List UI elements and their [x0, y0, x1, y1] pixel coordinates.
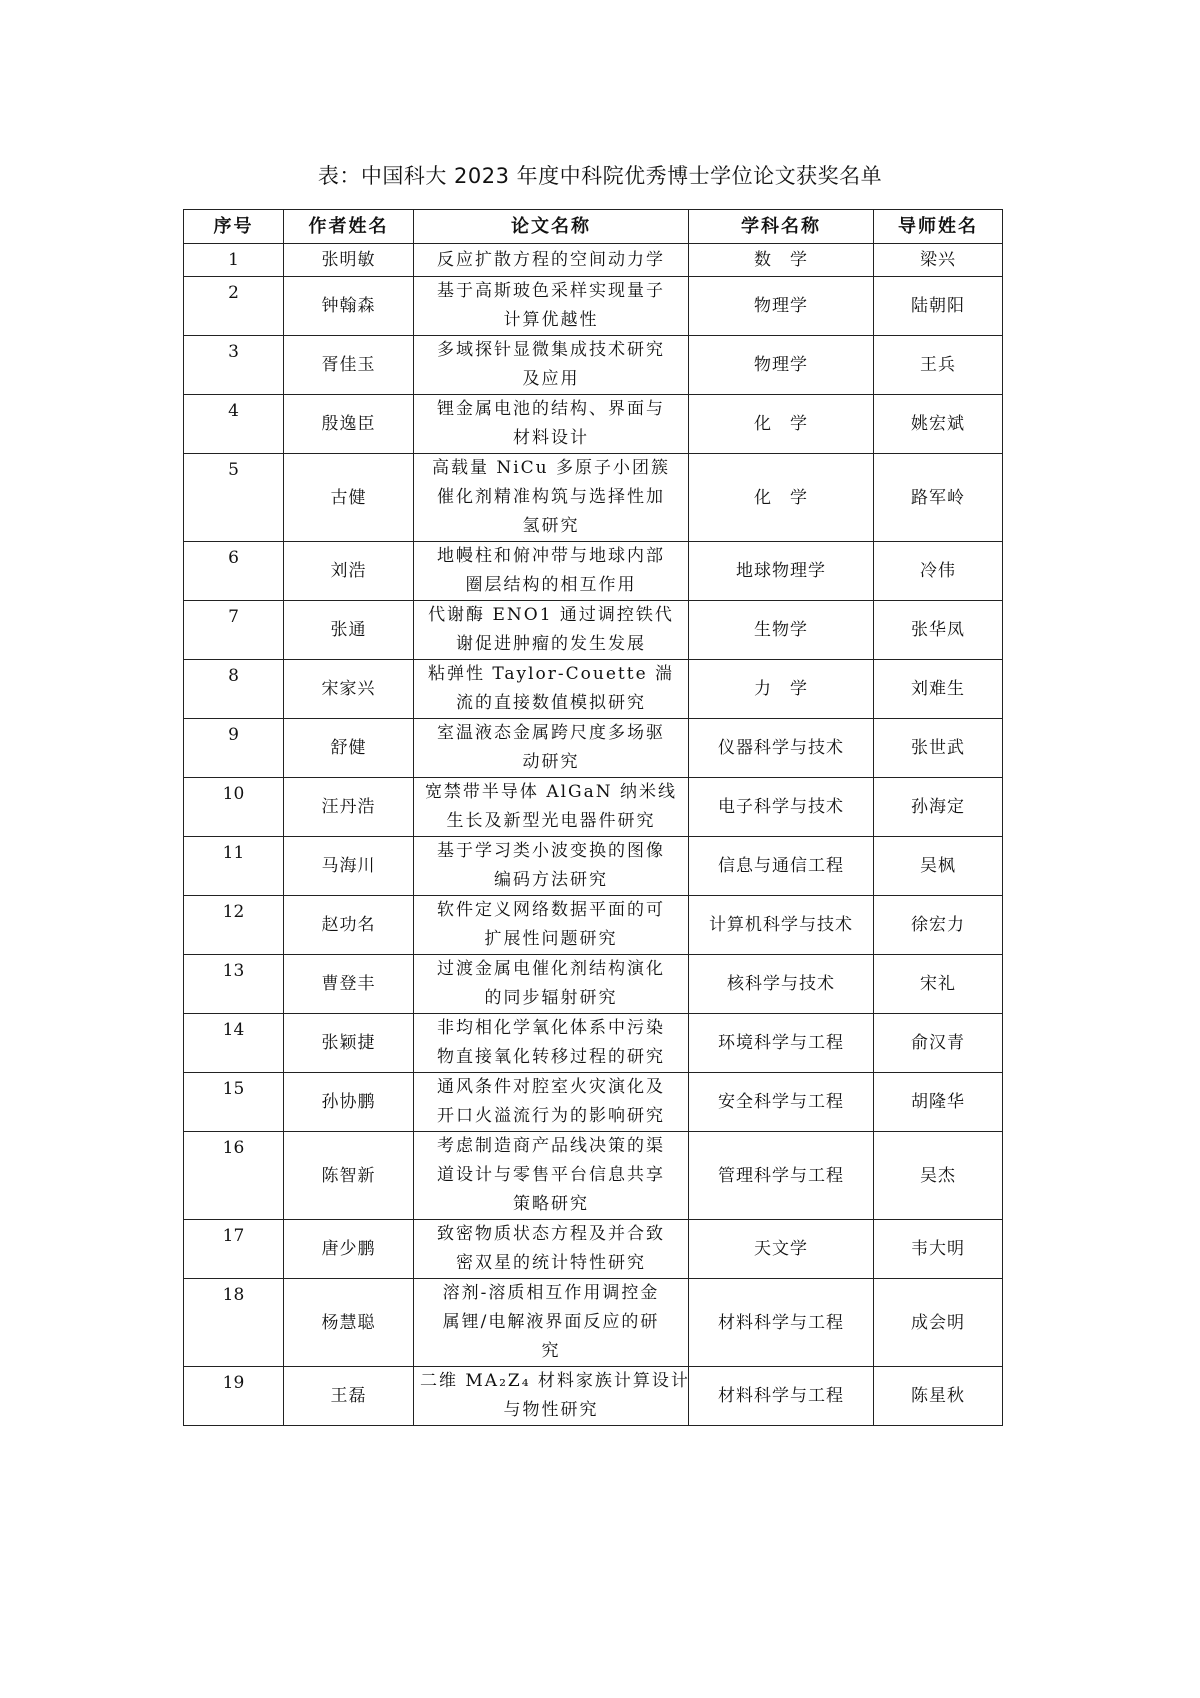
thesis-title-line: 密双星的统计特性研究: [456, 1253, 646, 1273]
subject-name: 环境科学与工程: [689, 1014, 874, 1073]
row-number: 12: [184, 896, 284, 955]
thesis-title-line: 反应扩散方程的空间动力学: [437, 249, 665, 270]
thesis-title-line: 编码方法研究: [494, 870, 608, 890]
thesis-title-line: 动研究: [522, 752, 580, 772]
thesis-title: [414, 660, 689, 719]
thesis-title-line: 高载量 NiCu 多原子小团簇: [431, 458, 671, 478]
thesis-title-line: 圈层结构的相互作用: [465, 575, 637, 595]
row-number: 17: [184, 1220, 284, 1279]
row-number: 3: [184, 336, 284, 395]
row-number: 19: [184, 1367, 284, 1426]
thesis-title-line: 开口火溢流行为的影响研究: [437, 1106, 665, 1126]
thesis-title-line: 多域探针显微集成技术研究: [437, 340, 665, 360]
table-row: [184, 1073, 1003, 1132]
thesis-title-line: 及应用: [522, 369, 580, 389]
header-title: 论文名称: [414, 210, 689, 244]
thesis-title: [414, 778, 689, 837]
page-title: 表：中国科大 2023 年度中科院优秀博士学位论文获奖名单: [317, 164, 883, 188]
table-row: [184, 277, 1003, 336]
subject-name: 天文学: [689, 1220, 874, 1279]
advisor-name: 张世武: [874, 719, 1003, 778]
table-row: [184, 395, 1003, 454]
table-row: [184, 1367, 1003, 1426]
table-row: [184, 778, 1003, 837]
thesis-title-line: 室温液态金属跨尺度多场驱: [437, 723, 665, 743]
subject-name: 力 学: [689, 660, 874, 719]
subject-name: 物理学: [689, 336, 874, 395]
table-row: [184, 837, 1003, 896]
thesis-title-line: 扩展性问题研究: [484, 929, 618, 949]
author-name: 钟翰森: [284, 277, 414, 336]
subject-name: 化 学: [689, 454, 874, 542]
table-row: [184, 660, 1003, 719]
author-name: 王磊: [284, 1367, 414, 1426]
table-header-row: [184, 210, 1003, 244]
thesis-title: [414, 454, 689, 542]
subject-name: 化 学: [689, 395, 874, 454]
thesis-title: [414, 395, 689, 454]
subject-name: 物理学: [689, 277, 874, 336]
row-number: 14: [184, 1014, 284, 1073]
advisor-name: 吴枫: [874, 837, 1003, 896]
thesis-title-line: 策略研究: [513, 1194, 589, 1214]
author-name: 宋家兴: [284, 660, 414, 719]
table-row: [184, 1279, 1003, 1367]
advisor-name: 孙海定: [874, 778, 1003, 837]
row-number: 18: [184, 1279, 284, 1367]
award-table: [183, 209, 1003, 1426]
thesis-title: [414, 1367, 689, 1426]
thesis-title-line: 计算优越性: [503, 310, 599, 330]
thesis-title-line: 地幔柱和俯冲带与地球内部: [437, 546, 665, 566]
thesis-title-line: 道设计与零售平台信息共享: [437, 1165, 665, 1185]
advisor-name: 徐宏力: [874, 896, 1003, 955]
thesis-title-line: 二维 MA₂Z₄ 材料家族计算设计: [420, 1371, 690, 1391]
subject-name: 电子科学与技术: [689, 778, 874, 837]
thesis-title-line: 催化剂精准构筑与选择性加: [437, 487, 665, 507]
thesis-title-line: 通风条件对腔室火灾演化及: [437, 1077, 665, 1097]
header-author: 作者姓名: [284, 210, 414, 244]
author-name: 张明敏: [284, 244, 414, 277]
advisor-name: 张华凤: [874, 601, 1003, 660]
author-name: 古健: [284, 454, 414, 542]
row-number: 7: [184, 601, 284, 660]
table-row: [184, 1014, 1003, 1073]
thesis-title-line: 的同步辐射研究: [484, 988, 618, 1008]
row-number: 4: [184, 395, 284, 454]
advisor-name: 韦大明: [874, 1220, 1003, 1279]
advisor-name: 冷伟: [874, 542, 1003, 601]
author-name: 张颖捷: [284, 1014, 414, 1073]
author-name: 孙协鹏: [284, 1073, 414, 1132]
advisor-name: 胡隆华: [874, 1073, 1003, 1132]
subject-name: 地球物理学: [689, 542, 874, 601]
table-row: [184, 244, 1003, 277]
thesis-title: [414, 1279, 689, 1367]
row-number: 15: [184, 1073, 284, 1132]
row-number: 5: [184, 454, 284, 542]
thesis-title-line: 氢研究: [522, 516, 580, 536]
thesis-title-line: 过渡金属电催化剂结构演化: [437, 959, 665, 979]
thesis-title: [414, 719, 689, 778]
author-name: 马海川: [284, 837, 414, 896]
thesis-title-line: 基于学习类小波变换的图像: [437, 841, 665, 861]
row-number: 10: [184, 778, 284, 837]
thesis-title-line: 宽禁带半导体 AlGaN 纳米线: [424, 782, 678, 802]
subject-name: 材料科学与工程: [689, 1367, 874, 1426]
subject-name: 生物学: [689, 601, 874, 660]
subject-name: 仪器科学与技术: [689, 719, 874, 778]
thesis-title-line: 粘弹性 Taylor-Couette 湍: [427, 664, 675, 684]
header-advisor: 导师姓名: [874, 210, 1003, 244]
thesis-title-line: 非均相化学氧化体系中污染: [437, 1018, 665, 1038]
advisor-name: 吴杰: [874, 1132, 1003, 1220]
thesis-title: [414, 955, 689, 1014]
table-row: [184, 896, 1003, 955]
table-row: [184, 1220, 1003, 1279]
row-number: 8: [184, 660, 284, 719]
row-number: 1: [184, 244, 284, 277]
thesis-title: [414, 1073, 689, 1132]
thesis-title-line: 与物性研究: [503, 1400, 599, 1420]
thesis-title-line: 致密物质状态方程及并合致: [437, 1224, 665, 1244]
author-name: 唐少鹏: [284, 1220, 414, 1279]
author-name: 杨慧聪: [284, 1279, 414, 1367]
author-name: 赵功名: [284, 896, 414, 955]
advisor-name: 刘难生: [874, 660, 1003, 719]
thesis-title-line: 谢促进肿瘤的发生发展: [456, 634, 646, 654]
author-name: 曹登丰: [284, 955, 414, 1014]
subject-name: 数 学: [689, 244, 874, 277]
thesis-title: [414, 277, 689, 336]
advisor-name: 路军岭: [874, 454, 1003, 542]
thesis-title: [414, 336, 689, 395]
table-row: [184, 719, 1003, 778]
thesis-title-line: 属锂/电解液界面反应的研: [442, 1312, 660, 1332]
table-row: [184, 336, 1003, 395]
thesis-title-line: 代谢酶 ENO1 通过调控铁代: [428, 605, 674, 625]
subject-name: 管理科学与工程: [689, 1132, 874, 1220]
thesis-title: [414, 837, 689, 896]
thesis-title: [414, 601, 689, 660]
thesis-title-line: 究: [541, 1341, 561, 1361]
thesis-title: [414, 1132, 689, 1220]
table-body: [184, 244, 1003, 1426]
subject-name: 信息与通信工程: [689, 837, 874, 896]
thesis-title-line: 溶剂-溶质相互作用调控金: [442, 1283, 660, 1303]
table-row: [184, 454, 1003, 542]
row-number: 16: [184, 1132, 284, 1220]
subject-name: 安全科学与工程: [689, 1073, 874, 1132]
row-number: 9: [184, 719, 284, 778]
table-row: [184, 601, 1003, 660]
advisor-name: 姚宏斌: [874, 395, 1003, 454]
table-row: [184, 955, 1003, 1014]
thesis-title-line: 基于高斯玻色采样实现量子: [437, 281, 665, 301]
row-number: 13: [184, 955, 284, 1014]
thesis-title-line: 软件定义网络数据平面的可: [437, 900, 665, 920]
author-name: 殷逸臣: [284, 395, 414, 454]
thesis-title: [414, 1220, 689, 1279]
author-name: 汪丹浩: [284, 778, 414, 837]
thesis-title-line: 物直接氧化转移过程的研究: [437, 1047, 665, 1067]
thesis-title-line: 材料设计: [513, 428, 589, 448]
advisor-name: 梁兴: [874, 244, 1003, 277]
advisor-name: 陈星秋: [874, 1367, 1003, 1426]
thesis-title: [414, 542, 689, 601]
advisor-name: 陆朝阳: [874, 277, 1003, 336]
table-row: [184, 542, 1003, 601]
subject-name: 核科学与技术: [689, 955, 874, 1014]
thesis-title-line: 流的直接数值模拟研究: [456, 693, 646, 713]
thesis-title: [414, 1014, 689, 1073]
thesis-title-line: 考虑制造商产品线决策的渠: [437, 1136, 665, 1156]
advisor-name: 俞汉青: [874, 1014, 1003, 1073]
author-name: 刘浩: [284, 542, 414, 601]
row-number: 11: [184, 837, 284, 896]
thesis-title: [414, 244, 689, 277]
table-row: [184, 1132, 1003, 1220]
row-number: 2: [184, 277, 284, 336]
author-name: 张通: [284, 601, 414, 660]
thesis-title-line: 锂金属电池的结构、界面与: [437, 399, 665, 419]
advisor-name: 宋礼: [874, 955, 1003, 1014]
thesis-title-line: 生长及新型光电器件研究: [446, 811, 656, 831]
thesis-title: [414, 896, 689, 955]
subject-name: 材料科学与工程: [689, 1279, 874, 1367]
subject-name: 计算机科学与技术: [689, 896, 874, 955]
author-name: 胥佳玉: [284, 336, 414, 395]
advisor-name: 王兵: [874, 336, 1003, 395]
row-number: 6: [184, 542, 284, 601]
header-no: 序号: [184, 210, 284, 244]
author-name: 舒健: [284, 719, 414, 778]
author-name: 陈智新: [284, 1132, 414, 1220]
header-subject: 学科名称: [689, 210, 874, 244]
advisor-name: 成会明: [874, 1279, 1003, 1367]
